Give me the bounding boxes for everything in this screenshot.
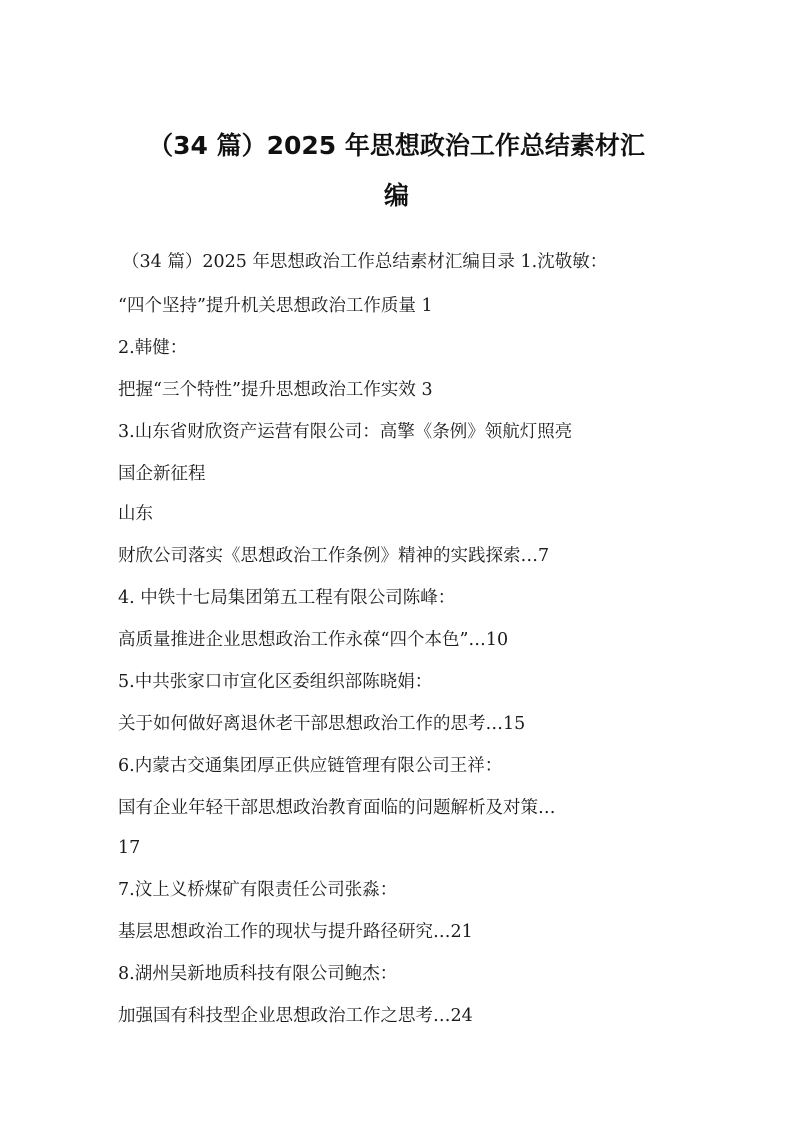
toc-entry-3-subtitle: 山东 <box>118 504 153 524</box>
toc-entry-4-title: 高质量推进企业思想政治工作永葆“四个本色”…10 <box>118 630 509 650</box>
toc-entry-6-title: 国有企业年轻干部思想政治教育面临的问题解析及对策… <box>118 798 556 818</box>
toc-entry-5-author: 5.中共张家口市宣化区委组织部陈晓娟： <box>118 672 433 692</box>
toc-entry-6-page: 17 <box>118 838 141 858</box>
document-title-line-1: （34 篇）2025 年思想政治工作总结素材汇 <box>148 131 645 160</box>
toc-entry-8-title: 加强国有科技型企业思想政治工作之思考…24 <box>118 1006 473 1026</box>
toc-entry-3-subtitle-cont: 财欣公司落实《思想政治工作条例》精神的实践探索…7 <box>118 546 550 566</box>
toc-entry-2-author: 2.韩健： <box>118 338 188 358</box>
toc-intro-line: （34 篇）2025 年思想政治工作总结素材汇编目录 1.沈敬敏： <box>122 252 608 272</box>
toc-entry-1-title: “四个坚持”提升机关思想政治工作质量 1 <box>118 296 433 316</box>
toc-entry-3-title-cont: 国企新征程 <box>118 464 206 484</box>
toc-entry-4-author: 4. 中铁十七局集团第五工程有限公司陈峰： <box>118 588 456 608</box>
toc-entry-3-author: 3.山东省财欣资产运营有限公司：高擎《条例》领航灯照亮 <box>118 422 573 442</box>
toc-entry-7-title: 基层思想政治工作的现状与提升路径研究…21 <box>118 922 473 942</box>
toc-entry-2-title: 把握“三个特性”提升思想政治工作实效 3 <box>118 380 433 400</box>
toc-entry-8-author: 8.湖州吴新地质科技有限公司鲍杰： <box>118 964 398 984</box>
document-title-line-2: 编 <box>383 181 409 210</box>
toc-entry-5-title: 关于如何做好离退休老干部思想政治工作的思考…15 <box>118 714 526 734</box>
toc-entry-6-author: 6.内蒙古交通集团厚正供应链管理有限公司王祥： <box>118 756 503 776</box>
toc-entry-7-author: 7.汶上义桥煤矿有限责任公司张淼： <box>118 880 398 900</box>
